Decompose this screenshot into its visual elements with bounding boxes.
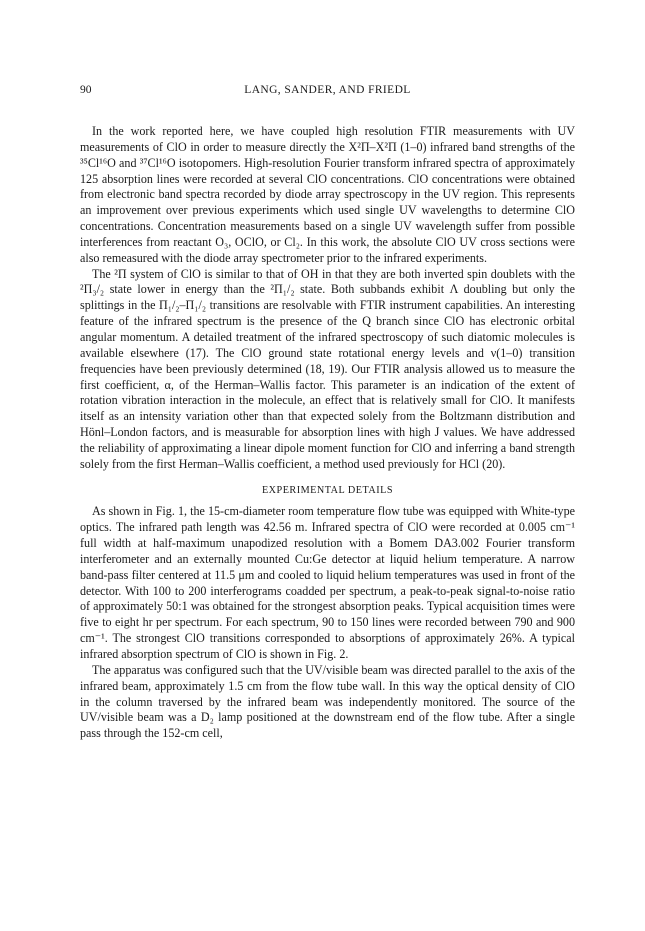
page-header — [80, 84, 575, 100]
paragraph-clo-spectroscopy: The ²Π system of ClO is similar to that of OH in that they are both inverted spin doublets with the ²Π₃/₂ state lower in energy than the ²Π₁/₂ state. Both subbands exhibit Λ doubling but only the splittings in the Π₁/₂–Π₁/₂ transitions are resolvable with FTIR instrument capabilities. An interesting feature of the infrared spectrum is the presence of the Q branch since ClO has electronic orbital angular momentum. A detailed treatment of the infrared spectroscopy of such diatomic molecules is available elsewhere (17). The ClO ground state rotational energy levels and ν(1–0) transition frequencies have been previously determined (18, 19). Our FTIR analysis allowed us to measure the first coefficient, α, of the Herman–Wallis factor. This parameter is an indication of the extent of rotation vibration interaction in the molecule, an effect that is relatively small for ClO. It manifests itself as an intensity variation other than that expected solely from the Boltzmann distribution and Hönl–London factors, and is measurable for absorption lines with high J values. We have addressed the reliability of approximating a linear dipole moment function for ClO and inferring a band strength solely from the first Herman–Wallis coefficient, a method used previously for HCl (20). — [80, 266, 575, 471]
running-head: LANG, SANDER, AND FRIEDL — [244, 84, 411, 96]
paragraph-intro: In the work reported here, we have coupled high resolution FTIR measurements with UV measurements of ClO in order to measure directly the X²Π–X²Π (1–0) infrared band strengths of the ³⁵Cl¹⁶O and ³⁷Cl¹⁶O isotopomers. High-resolution Fourier transform infrared spectra of approximately 125 absorption lines were recorded at several ClO concentrations. ClO concentrations were obtained from electronic band spectra recorded by diode array spectroscopy in the UV region. This represents an improvement over previous experiments which used single UV wavelengths to determine ClO concentrations. Concentration measurements based on a single UV wavelength suffer from possible interferences from reactant O₃, OClO, or Cl₂. In this work, the absolute ClO UV cross sections were also remeasured with the diode array spectrometer prior to the infrared experiments. — [80, 124, 575, 265]
paragraph-apparatus: As shown in Fig. 1, the 15-cm-diameter room temperature flow tube was equipped with White-type optics. The infrared path length was 42.56 m. Infrared spectra of ClO were recorded at 0.005 cm⁻¹ full width at half-maximum unapodized resolution with a Bomem DA3.002 Fourier transform interferometer and an externally mounted Cu:Ge detector at liquid helium temperature. A narrow band-pass filter centered at 11.5 μm and cooled to liquid helium temperatures was used in front of the detector. With 100 to 200 interferograms coadded per spectrum, a peak-to-peak signal-to-noise ratio of approximately 50:1 was obtained for the strongest absorption peaks. Typical acquisition times were five to eight hr per spectrum. For each spectrum, 90 to 150 lines were recorded between 790 and 900 cm⁻¹. The strongest ClO transitions corresponded to absorptions of approximately 26%. A typical infrared absorption spectrum of ClO is shown in Fig. 2. — [80, 504, 575, 661]
section-heading-experimental-details: EXPERIMENTAL DETAILS — [261, 484, 394, 496]
page-number: 90 — [80, 84, 92, 96]
body-text — [80, 124, 575, 742]
paragraph-uv-beam: The apparatus was configured such that the UV/visible beam was directed parallel to the axis of the infrared beam, approximately 1.5 cm from the flow tube wall. In this way the optical density of ClO in the column traversed by the infrared beam was independently monitored. The source of the UV/visible beam was a D₂ lamp positioned at the downstream end of the flow tube. After a single pass through the 152-cm cell, — [80, 662, 575, 741]
